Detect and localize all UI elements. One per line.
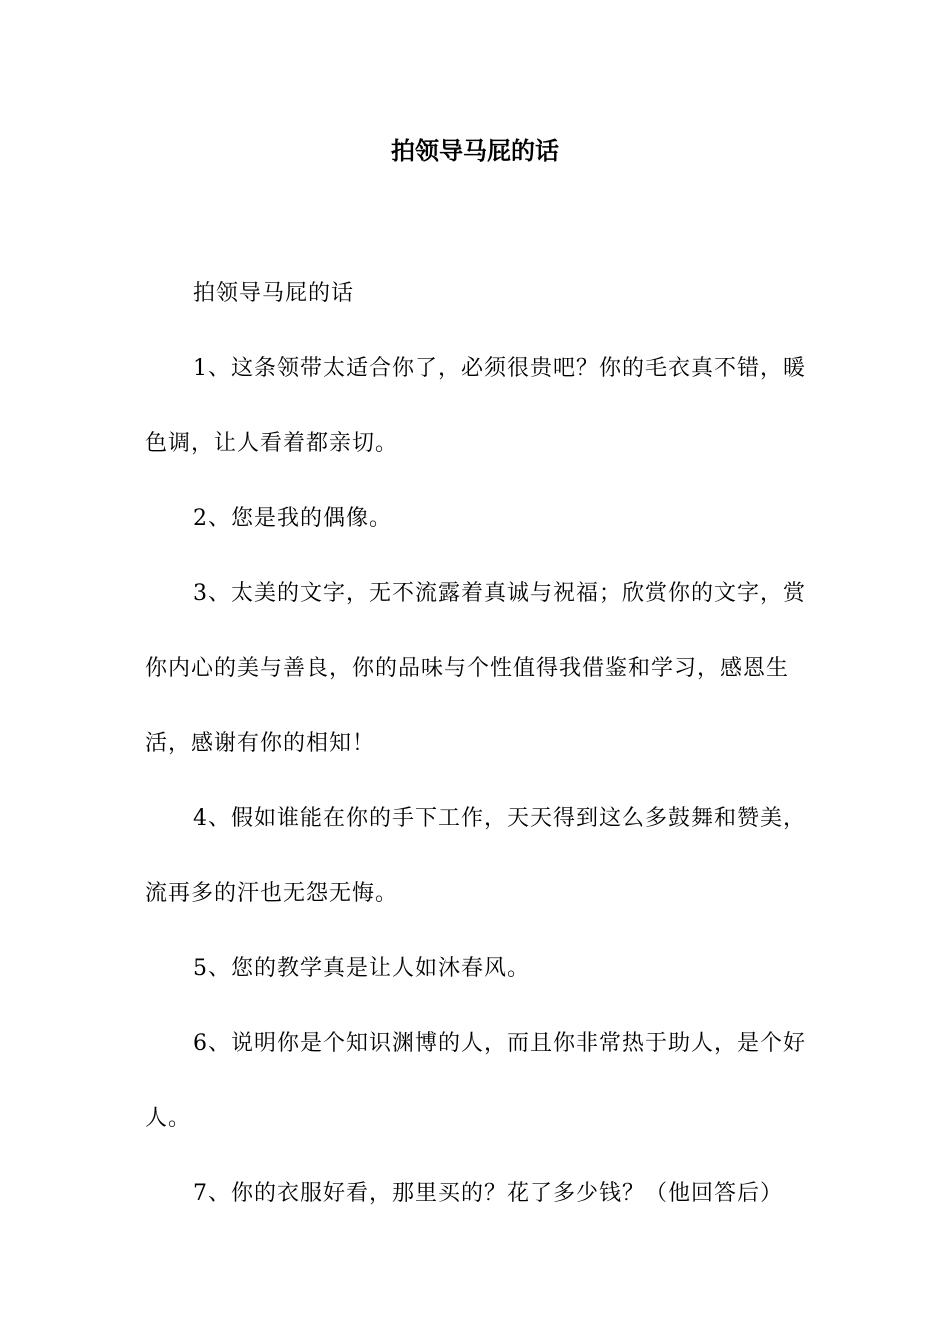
paragraph-5: 5、您的教学真是让人如沐春风。 xyxy=(193,956,530,981)
paragraph-heading: 拍领导马屁的话 xyxy=(193,281,355,306)
paragraph-1: 1、这条领带太适合你了，必须很贵吧？你的毛衣真不错，暖色调，让人看着都亲切。 xyxy=(145,356,806,456)
paragraph-3: 3、太美的文字，无不流露着真诚与祝福；欣赏你的文字，赏你内心的美与善良，你的品味与个性值得我借鉴和学习，感恩生活，感谢有你的相知！ xyxy=(145,581,806,756)
paragraph-7: 7、你的衣服好看，那里买的？花了多少钱？（他回答后） xyxy=(193,1181,783,1206)
paragraph-6: 6、说明你是个知识渊博的人，而且你非常热于助人，是个好人。 xyxy=(145,1031,806,1131)
document-body xyxy=(145,256,825,1231)
document-title: 拍领导马屁的话 xyxy=(391,137,559,165)
paragraph-4: 4、假如谁能在你的手下工作，天天得到这么多鼓舞和赞美，流再多的汗也无怨无悔。 xyxy=(145,806,806,906)
paragraph-2: 2、您是我的偶像。 xyxy=(193,506,392,531)
